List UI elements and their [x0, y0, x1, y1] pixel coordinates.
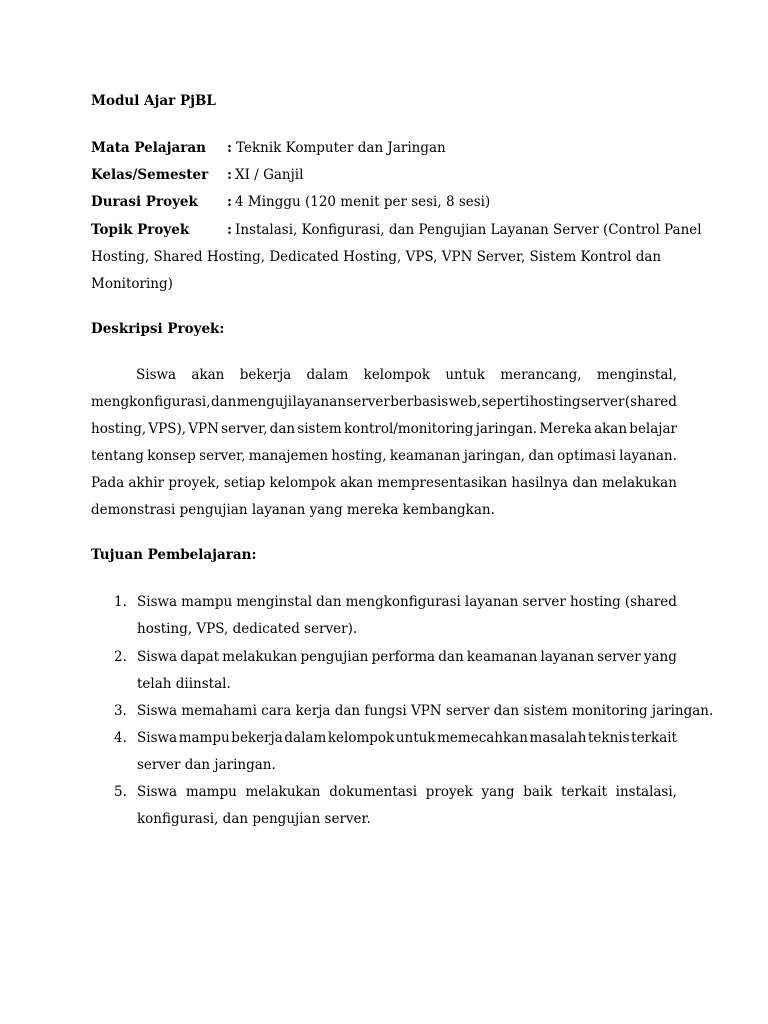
- word: hosting: [569, 594, 621, 610]
- word: menginstal,: [596, 367, 677, 383]
- info-separator: :: [227, 167, 232, 183]
- word: Siswa: [137, 649, 178, 665]
- word: teknis: [588, 730, 630, 746]
- topik-continued-line: Hosting, Shared Hosting, Dedicated Hosting, VPS, VPN Server, Sistem Kontrol dan: [91, 249, 662, 265]
- info-separator: :: [227, 140, 232, 156]
- word: dan: [438, 649, 464, 665]
- word: proyek: [425, 784, 473, 800]
- word: hosting,: [91, 421, 147, 437]
- word: melakukan: [601, 475, 677, 491]
- document-title: Modul Ajar PjBL: [91, 93, 216, 109]
- word: melakukan: [222, 649, 298, 665]
- word: hasilnya: [511, 475, 569, 491]
- deskripsi-line-justified: [91, 421, 677, 437]
- word: dan: [269, 421, 296, 437]
- list-item-line: konfigurasi, dan pengujian server.: [137, 811, 371, 827]
- topik-continued-line: Monitoring): [91, 276, 173, 292]
- word: dan: [316, 594, 342, 610]
- word: menginstal: [236, 594, 313, 610]
- word: server: [581, 394, 625, 410]
- word: dan: [528, 448, 554, 464]
- word: manajemen: [248, 448, 329, 464]
- word: optimasi: [557, 448, 616, 464]
- list-item-line: Siswa memahami cara kerja dan fungsi VPN server dan sistem monitoring jaringan.: [137, 703, 714, 719]
- word: yang: [481, 784, 515, 800]
- deskripsi-heading: Deskripsi Proyek:: [91, 321, 225, 337]
- word: kelompok: [363, 367, 431, 383]
- deskripsi-line-justified: [136, 367, 677, 383]
- word: Siswa: [137, 594, 178, 610]
- word: keamanan: [466, 649, 538, 665]
- list-item-line-justified: [137, 649, 677, 665]
- word: keamanan: [389, 448, 461, 464]
- word: performa: [371, 649, 436, 665]
- deskripsi-line: demonstrasi pengujian layanan yang mereka kembangkan.: [91, 502, 495, 518]
- word: masalah: [529, 730, 587, 746]
- word: VPS),: [148, 421, 187, 437]
- word: layanan: [292, 394, 346, 410]
- word: Siswa: [137, 784, 178, 800]
- word: untuk: [395, 730, 436, 746]
- list-item-number: 5.: [114, 784, 127, 800]
- word: bekerja: [231, 730, 283, 746]
- word: sistem: [297, 421, 342, 437]
- list-item-number: 1.: [114, 594, 127, 610]
- word: server: [597, 649, 641, 665]
- word: merancang,: [500, 367, 582, 383]
- word: pengujian: [300, 649, 369, 665]
- word: akhir: [128, 475, 165, 491]
- word: menguji: [236, 394, 293, 410]
- word: mampu: [181, 594, 233, 610]
- list-item-number: 3.: [114, 703, 127, 719]
- word: server: [522, 594, 566, 610]
- list-item-line-justified: [137, 784, 677, 800]
- word: hosting,: [331, 448, 387, 464]
- word: mengkonfigurasi,: [91, 394, 211, 410]
- info-value-topik-proyek: Instalasi, Konfigurasi, dan Pengujian Layanan Server (Control Panel: [235, 222, 702, 238]
- deskripsi-line-justified: [91, 475, 677, 491]
- word: dalam: [284, 730, 327, 746]
- word: server,: [199, 448, 246, 464]
- word: konsep: [147, 448, 196, 464]
- word: berbasis: [390, 394, 449, 410]
- word: server: [346, 394, 390, 410]
- word: terkait: [561, 784, 607, 800]
- word: dokumentasi: [329, 784, 418, 800]
- word: untuk: [445, 367, 486, 383]
- word: Siswa: [137, 730, 178, 746]
- word: memecahkan: [437, 730, 528, 746]
- word: (shared: [624, 594, 677, 610]
- word: Siswa: [136, 367, 177, 383]
- word: Pada: [91, 475, 125, 491]
- word: layanan: [464, 594, 519, 610]
- word: (shared: [624, 394, 677, 410]
- word: akan: [340, 475, 374, 491]
- word: instalasi,: [615, 784, 677, 800]
- word: terkait: [631, 730, 677, 746]
- word: server,: [221, 421, 268, 437]
- word: yang: [643, 649, 677, 665]
- word: mempresentasikan: [377, 475, 508, 491]
- word: jaringan.: [475, 421, 538, 437]
- info-separator: :: [227, 194, 232, 210]
- deskripsi-line-justified: [91, 394, 677, 410]
- word: bekerja: [239, 367, 292, 383]
- info-label-mata-pelajaran: Mata Pelajaran: [91, 140, 206, 156]
- word: hosting: [529, 394, 581, 410]
- deskripsi-line-justified: [91, 448, 677, 464]
- info-label-durasi-proyek: Durasi Proyek: [91, 194, 198, 210]
- word: kontrol/monitoring: [343, 421, 474, 437]
- word: setiap: [223, 475, 266, 491]
- word: mengkonfigurasi: [345, 594, 461, 610]
- info-value-mata-pelajaran: Teknik Komputer dan Jaringan: [236, 140, 446, 156]
- word: baik: [523, 784, 553, 800]
- word: Mereka: [539, 421, 592, 437]
- word: kelompok: [327, 730, 395, 746]
- word: proyek,: [168, 475, 220, 491]
- word: dapat: [180, 649, 220, 665]
- word: dan: [572, 475, 598, 491]
- word: seperti: [481, 394, 530, 410]
- word: dan: [210, 394, 237, 410]
- list-item-line-justified: [137, 730, 677, 746]
- info-value-durasi-proyek: 4 Minggu (120 menit per sesi, 8 sesi): [235, 194, 491, 210]
- info-label-kelas-semester: Kelas/Semester: [91, 167, 209, 183]
- list-item-line: telah diinstal.: [137, 676, 231, 692]
- word: web,: [448, 394, 482, 410]
- info-value-kelas-semester: XI / Ganjil: [235, 167, 304, 183]
- info-separator: :: [227, 222, 232, 238]
- word: tentang: [91, 448, 144, 464]
- word: mampu: [185, 784, 237, 800]
- word: akan: [594, 421, 628, 437]
- list-item-line-justified: [137, 594, 677, 610]
- word: VPN: [188, 421, 219, 437]
- word: melakukan: [245, 784, 321, 800]
- word: belajar: [629, 421, 677, 437]
- list-item-line: hosting, VPS, dedicated server).: [137, 621, 358, 637]
- info-label-topik-proyek: Topik Proyek: [91, 222, 190, 238]
- list-item-number: 4.: [114, 730, 127, 746]
- word: mampu: [178, 730, 230, 746]
- list-item-line: server dan jaringan.: [137, 757, 276, 773]
- word: akan: [191, 367, 225, 383]
- word: layanan.: [619, 448, 677, 464]
- word: jaringan,: [463, 448, 526, 464]
- word: kelompok: [269, 475, 336, 491]
- list-item-number: 2.: [114, 649, 127, 665]
- word: layanan: [540, 649, 595, 665]
- tujuan-heading: Tujuan Pembelajaran:: [91, 547, 257, 563]
- word: dalam: [306, 367, 349, 383]
